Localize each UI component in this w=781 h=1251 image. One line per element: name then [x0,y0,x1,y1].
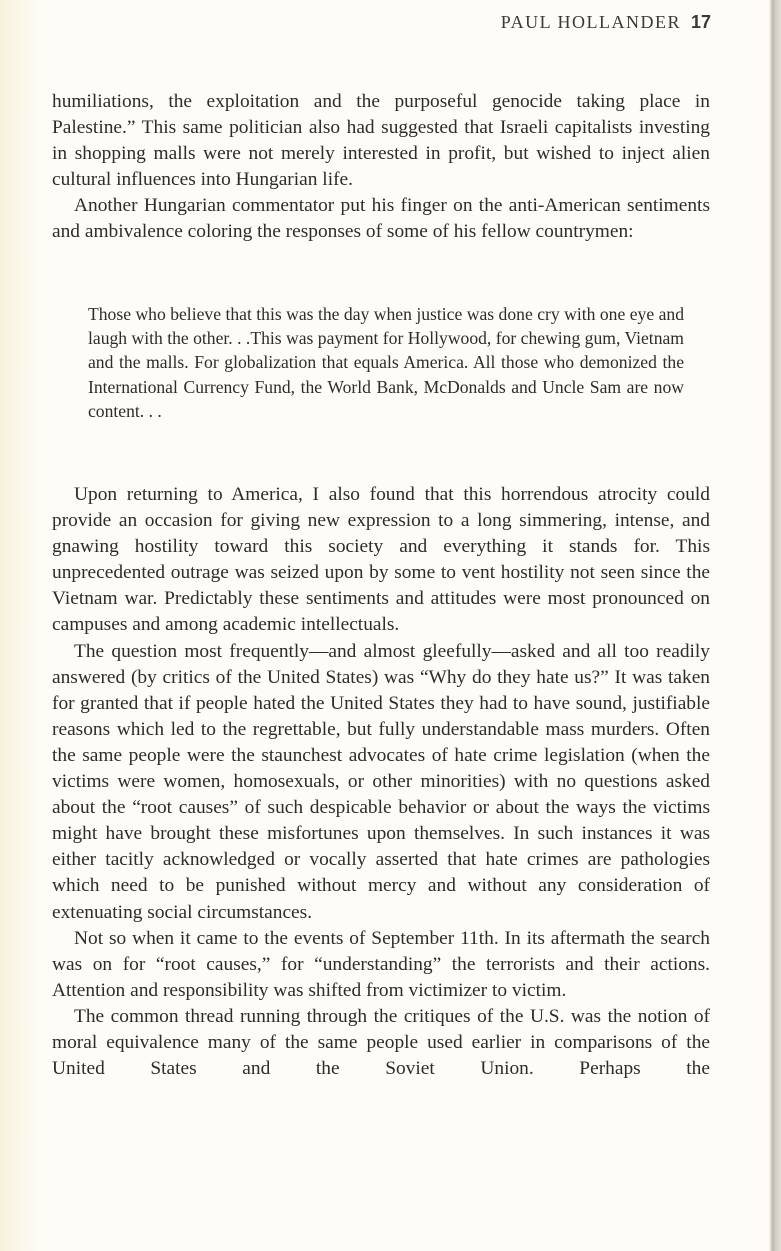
paragraph: Another Hungarian commentator put his finger on the anti-American sentiments and ambivalence coloring the responses of some of his fellow countrymen: [52,195,710,243]
paragraph: The common thread running through the critiques of the U.S. was the notion of moral equivalence many of the same people used earlier in comparisons of the United States and the Soviet Union. Perhaps the [52,1005,710,1080]
paragraph: Not so when it came to the events of September 11th. In its aftermath the search was on for “root causes,” for “understanding” the terrorists and their actions. Attention and responsibility was shifted from victimizer to victim. [52,927,710,1001]
paragraph: Upon returning to America, I also found that this horrendous atrocity could provide an occasion for giving new expression to a long simmering, intense, and gnawing hostility toward this society and everything it stands for. This unprecedented outrage was seized upon by some to vent hostility not seen since the Vietnam war. Predictably these sentiments and attitudes were most pronounced on campuses and among academic intellectuals. [52,484,710,636]
page-edge-shading [0,0,40,1251]
body-text-top [52,89,710,246]
block-quote-text: Those who believe that this was the day when justice was done cry with one eye and laugh with the other. . .This was payment for Hollywood, for chewing gum, Vietnam and the malls. For globalization that equals America. All those who demonized the International Currency Fund, the World Bank, McDonalds and Uncle Sam are now content. . . [88,304,684,421]
paragraph: humiliations, the exploitation and the purposeful genocide taking place in Palestine.” This same politician also had suggested that Israeli capitalists investing in shopping malls were not merely interested in profit, but wished to inject alien cultural influences into Hungarian life. [52,91,710,191]
running-head-author: PAUL HOLLANDER [500,12,681,32]
book-gutter [769,0,781,1251]
page-number: 17 [690,12,711,32]
body-text-bottom [52,482,710,1082]
paragraph: The question most frequently—and almost gleefully—asked and all too readily answered (by critics of the United States) was “Why do they hate us?” It was taken for granted that if people hated the United States they had to have sound, justifiable reasons which led to the regrettable, but fully understandable mass murders. Often the same people were the staunchest advocates of hate crime legislation (when the victims were women, homosexuals, or other minorities) with no questions asked about the “root causes” of such despicable behavior or about the ways the victims might have brought these misfortunes upon themselves. In such instances it was either tacitly acknowledged or vocally asserted that hate crimes are pathologies which need to be punished without mercy and without any consideration of extenuating social circumstances. [52,640,710,923]
running-head [0,12,711,33]
block-quote [88,302,684,423]
